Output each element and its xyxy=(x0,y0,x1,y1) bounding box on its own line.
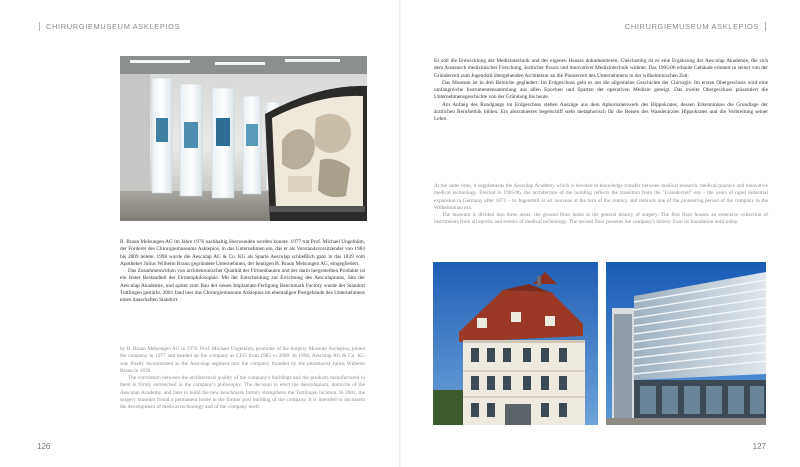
german-paragraph: Das Zusammenwirken von architektonischer Qualität der Firmenbauten und der darin hergestellten Produkte ist ein fester Bestandteil der Firmenphilosophie. Mit der Entscheidung zur Errichtung des Aesculapiums, Sitz der Aesculap Akademie, und später zum Bau der neuen Implantate-Fertigung Benchmark Factory wurde der Standort Tuttlingen gestärkt. 2001 fand hier das Chirurgiemuseum Asklepios im ehemaligen Postgebäude des Unternehmens einen dauerhaften Standort. xyxy=(120,268,365,304)
book-gutter xyxy=(399,0,401,467)
german-paragraph: Es soll die Entwicklung der Medizintechnik und des eigenen Hauses dokumentieren. Gleichzeitig ist es eine Ergänzung der Aesculap Akademie, die sich dem Austausch medizinischer Forschung, ärztlicher Praxis und innovativer Medizintechnik widmet. Das 1905/06 erbaute Gebäude erinnert in seiner von der Gründerzeit zum Jugendstil übergehenden Architektur an die Pionierzeit des Unternehmens in der wilhelminischen Zeit. xyxy=(434,58,768,79)
german-paragraph: Am Anfang des Rundgangs im Erdgeschoss stehen Auszüge aus dem Aphorismenwerk des Hippokrates, dessen Erkenntnisse die Grundlage der ärztlichen Berufsethik bilden. Ein abstrahiertes Segelschiff steht metaphorisch für die Reisen des Wanderarztes Hippokrates und die Verbreitung seiner Lehre. xyxy=(434,101,768,123)
left-english-text xyxy=(120,346,365,412)
left-running-head: CHIRURGIEMUSEUM ASKLEPIOS xyxy=(39,22,180,31)
english-paragraph: The museum is divided into three areas: the ground floor looks at the general history of surgery. The first floor houses an extensive collection of instruments from all epochs and sectors of medical technology. The second floor presents the company's history from its foundation until today. xyxy=(434,212,768,226)
english-paragraph: The correlation between the architectural quality of the company's buildings and the products manufactured in them is firmly entrenched in the company's philosophy. The decision to erect the Aesculapium, domicile of the Aesculap Academy, and later to build the new benchmark factory strengthens the Tuttlingen location. In 2001, the surgery museum found a permanent home in the former post building of the company. It is intended to document the development of medical technology and of the company itself. xyxy=(120,375,365,411)
right-english-text xyxy=(434,183,768,227)
left-page-number: 126 xyxy=(37,442,51,451)
historic-building-photo xyxy=(433,262,598,425)
modern-building-photo xyxy=(606,262,766,425)
german-paragraph: B. Braun Melsungen AG im Jahre 1976 nachhaltig überwunden werden konnte. 1977 trat Prof. Michael Ungethüm, der Förderer des Chirurgiemuseums Asklepios, in das Unternehmen ein, das er als Vorstandsvorsitzender von 1983 bis 2009 leitete. 1998 wurde die Aesculap AG & Co. KG als Sparte Aesculap schließlich ganz in das 1839 vom Apotheker Julius Wilhelm Braun gegründete Unternehmen, der heutigen B. Braun Melsungen AG, eingegliedert. xyxy=(120,239,365,267)
german-paragraph: Das Museum ist in drei Bereiche gegliedert: Im Erdgeschoss geht es um die allgemeine Geschichte der Chirurgie. Im ersten Obergeschoss wird eine umfangreiche Instrumentensammlung aus allen Epochen und Sparten der operativen Medizin gezeigt. Das zweite Obergeschoss präsentiert die Unternehmensgeschichte von der Gründung bis heute. xyxy=(434,79,768,101)
english-paragraph: by B. Braun Melsungen AG in 1976. Prof. Michael Ungethüm, promoter of the Surgery Museum Asclepius, joined the company in 1977 and headed up the company as CEO from 1983 to 2009. In 1998, Aesculap AG & Co. KG was finally incorporated as the Aesculap segment into the company founded by the pharmacist Julius Wilhelm Braun in 1839. xyxy=(120,346,365,374)
left-german-text xyxy=(120,239,365,305)
english-paragraph: At the same time, it supplements the Aesculap Academy which is devoted to knowledge transfer between medical research, medical practice and innovative medical technology. Erected in 1905/06, the architecture of the building reflects the transition from the "Gründerzeit" era – the years of rapid industrial expansion in Germany after 1871 – to Jugendstil or art nouveau at the turn of the century and reminds one of the pioneering period of the company in the Wilhelminian era. xyxy=(434,183,768,211)
museum-exhibition-photo xyxy=(120,56,367,221)
right-german-text xyxy=(434,58,768,124)
right-running-head: CHIRURGIEMUSEUM ASKLEPIOS xyxy=(625,22,766,31)
right-page-number: 127 xyxy=(752,442,766,451)
